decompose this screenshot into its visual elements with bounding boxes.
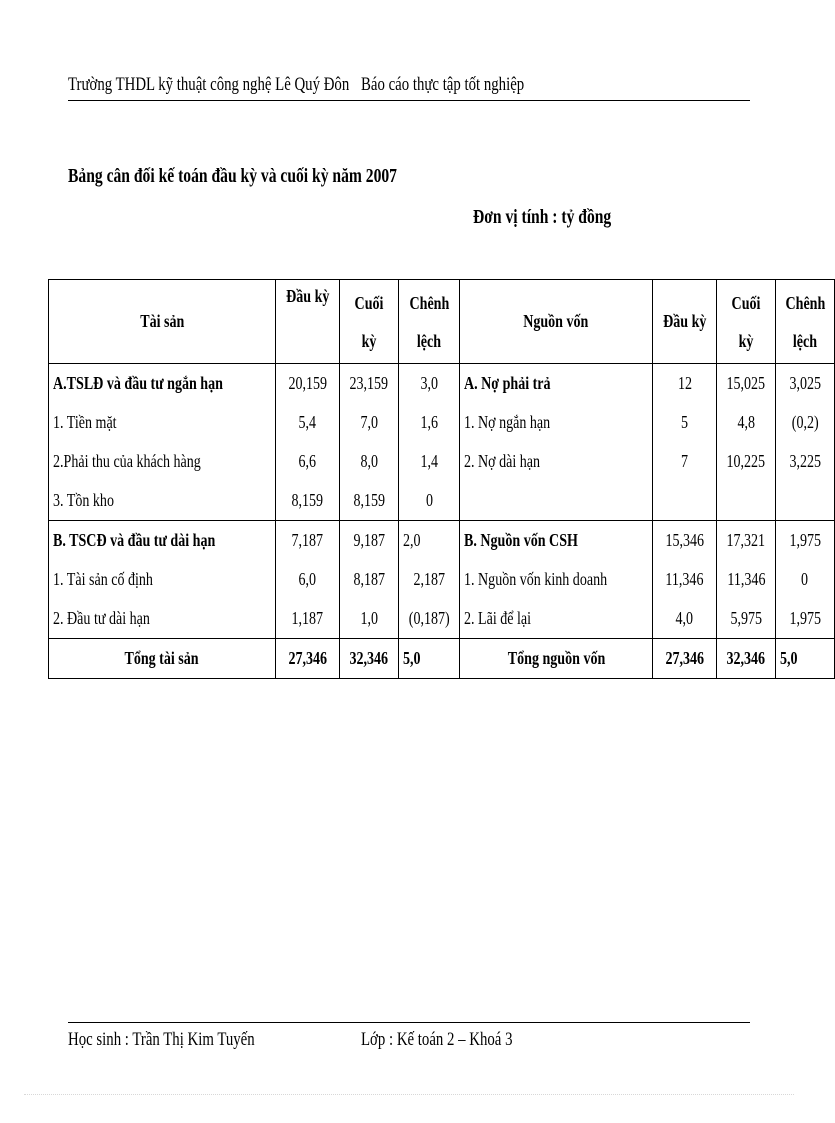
table-header-row (49, 280, 835, 364)
header-assets: Tài sản (49, 280, 276, 364)
cell-value: 1,975 (775, 521, 834, 561)
cell-value (717, 481, 776, 521)
cell-value: 23,159 (340, 364, 399, 404)
header-end-2: Cuối kỳ (717, 280, 776, 364)
total-value: 32,346 (340, 639, 399, 679)
cell-value: 5,4 (275, 403, 340, 442)
cell-asset: A.TSLĐ và đầu tư ngắn hạn (49, 364, 276, 404)
cell-source: A. Nợ phải trả (460, 364, 653, 404)
cell-value (652, 481, 717, 521)
cell-value: 2,187 (398, 560, 460, 599)
cell-value: 0 (398, 481, 460, 521)
header-begin-2: Đầu kỳ (652, 280, 717, 364)
cell-value: 7,187 (275, 521, 340, 561)
cell-value: 11,346 (652, 560, 717, 599)
total-value: 27,346 (275, 639, 340, 679)
document-title: Bảng cân đối kế toán đầu kỳ và cuối kỳ năm 2007 (68, 165, 397, 187)
page-bottom-rule (24, 1094, 794, 1095)
cell-value: 15,346 (652, 521, 717, 561)
table-row (49, 521, 835, 561)
cell-value: 1,0 (340, 599, 399, 639)
table-row (49, 364, 835, 404)
cell-value: 7,0 (340, 403, 399, 442)
header-school: Trường THDL kỹ thuật công nghệ Lê Quý Đôn (68, 74, 350, 95)
cell-value: 0 (775, 560, 834, 599)
total-value: 5,0 (775, 639, 834, 679)
cell-value: 3,0 (398, 364, 460, 404)
cell-value: 3,225 (775, 442, 834, 481)
cell-source: B. Nguồn vốn CSH (460, 521, 653, 561)
cell-value: 6,0 (275, 560, 340, 599)
footer-student: Học sinh : Trần Thị Kim Tuyến (68, 1029, 255, 1050)
cell-value: 9,187 (340, 521, 399, 561)
total-value: 27,346 (652, 639, 717, 679)
cell-value: 5 (652, 403, 717, 442)
table-row (49, 442, 835, 481)
total-assets-label: Tổng tài sản (49, 639, 276, 679)
footer-class: Lớp : Kế toán 2 – Khoá 3 (361, 1029, 513, 1050)
cell-source: 2. Nợ dài hạn (460, 442, 653, 481)
cell-value: 8,0 (340, 442, 399, 481)
header-report: Báo cáo thực tập tốt nghiệp (361, 74, 525, 95)
page-header (68, 72, 750, 101)
cell-source (460, 481, 653, 521)
cell-value: 20,159 (275, 364, 340, 404)
table-total-row (49, 639, 835, 679)
cell-source: 1. Nợ ngắn hạn (460, 403, 653, 442)
table-row (49, 403, 835, 442)
cell-value: 8,159 (275, 481, 340, 521)
cell-value: 8,187 (340, 560, 399, 599)
cell-value: 1,975 (775, 599, 834, 639)
header-sources: Nguồn vốn (460, 280, 653, 364)
total-sources-label: Tổng nguồn vốn (460, 639, 653, 679)
cell-asset: 2.Phải thu của khách hàng (49, 442, 276, 481)
cell-value: 10,225 (717, 442, 776, 481)
table-row (49, 560, 835, 599)
table-row (49, 481, 835, 521)
balance-sheet-table (48, 279, 835, 679)
header-begin: Đầu kỳ (275, 280, 340, 364)
table-row (49, 599, 835, 639)
cell-asset: 2. Đầu tư dài hạn (49, 599, 276, 639)
cell-value: 1,4 (398, 442, 460, 481)
cell-value: 11,346 (717, 560, 776, 599)
cell-value: 4,8 (717, 403, 776, 442)
cell-value: 12 (652, 364, 717, 404)
cell-value: 7 (652, 442, 717, 481)
cell-asset: 3. Tồn kho (49, 481, 276, 521)
cell-value: 6,6 (275, 442, 340, 481)
cell-asset: 1. Tiền mặt (49, 403, 276, 442)
cell-value: 17,321 (717, 521, 776, 561)
header-diff-2: Chênh lệch (775, 280, 834, 364)
header-end: Cuối kỳ (340, 280, 399, 364)
cell-asset: B. TSCĐ và đầu tư dài hạn (49, 521, 276, 561)
cell-value: 1,187 (275, 599, 340, 639)
cell-value: 3,025 (775, 364, 834, 404)
cell-value: (0,187) (398, 599, 460, 639)
cell-value (775, 481, 834, 521)
cell-value: 5,975 (717, 599, 776, 639)
cell-value: 2,0 (398, 521, 460, 561)
total-value: 5,0 (398, 639, 460, 679)
cell-source: 1. Nguồn vốn kinh doanh (460, 560, 653, 599)
cell-value: 8,159 (340, 481, 399, 521)
cell-asset: 1. Tài sản cố định (49, 560, 276, 599)
header-diff: Chênh lệch (398, 280, 460, 364)
cell-value: 4,0 (652, 599, 717, 639)
unit-label: Đơn vị tính : tỷ đồng (473, 206, 612, 228)
cell-value: (0,2) (775, 403, 834, 442)
cell-value: 15,025 (717, 364, 776, 404)
page-footer (68, 1022, 750, 1050)
cell-source: 2. Lãi để lại (460, 599, 653, 639)
cell-value: 1,6 (398, 403, 460, 442)
total-value: 32,346 (717, 639, 776, 679)
